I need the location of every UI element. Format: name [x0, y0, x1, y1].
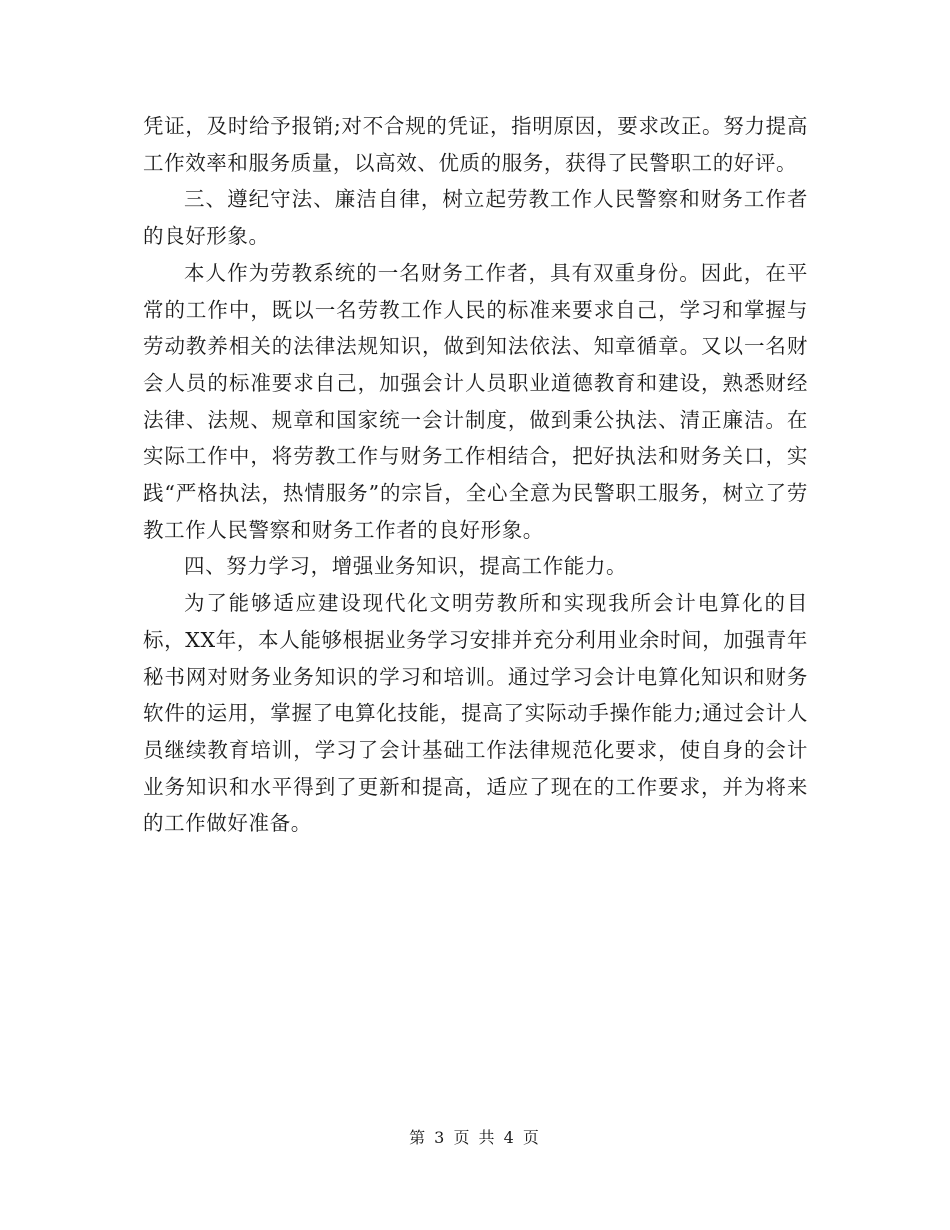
page-number-footer: 第 3 页 共 4 页	[409, 1128, 541, 1147]
section-heading-three: 三、遵纪守法、廉洁自律，树立起劳教工作人民警察和财务工作者的良好形象。	[143, 187, 808, 249]
paragraph-dual-identity: 本人作为劳教系统的一名财务工作者，具有双重身份。因此，在平常的工作中，既以一名劳教工作人民的标准来要求自己，学习和掌握与劳动教养相关的法律法规知识，做到知法依法、知章循章。又以一名财会人员的标准要求自己，加强会计人员职业道德教育和建设，熟悉财经法律、法规、规章和国家统一会计制度，做到秉公执法、清正廉洁。在实际工作中，将劳教工作与财务工作相结合，把好执法和财务关口，实践“严格执法，热情服务”的宗旨，全心全意为民警职工服务，树立了劳教工作人民警察和财务工作者的良好形象。	[143, 260, 808, 542]
paragraph-continuation: 凭证，及时给予报销;对不合规的凭证，指明原因，要求改正。努力提高工作效率和服务质量，以高效、优质的服务，获得了民警职工的好评。	[143, 114, 808, 175]
document-body	[143, 108, 808, 842]
section-heading-four: 四、努力学习，增强业务知识，提高工作能力。	[184, 554, 628, 579]
paragraph-study: 为了能够适应建设现代化文明劳教所和实现我所会计电算化的目标，XX年，本人能够根据业务学习安排并充分利用业余时间，加强青年秘书网对财务业务知识的学习和培训。通过学习会计电算化知识和财务软件的运用，掌握了电算化技能，提高了实际动手操作能力;通过会计人员继续教育培训，学习了会计基础工作法律规范化要求，使自身的会计业务知识和水平得到了更新和提高，适应了现在的工作要求，并为将来的工作做好准备。	[143, 591, 808, 836]
